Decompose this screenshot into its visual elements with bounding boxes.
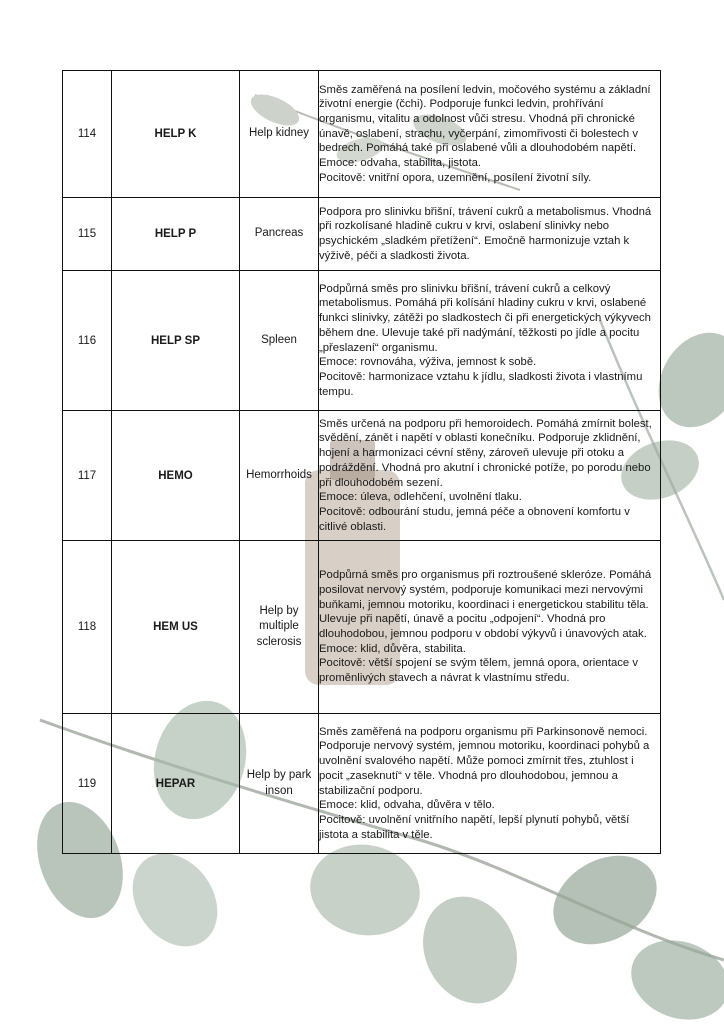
table-row [63, 71, 661, 198]
product-name: Help by multiple sclerosis [240, 541, 319, 714]
product-emotion: Emoce: klid, důvěra, stabilita. [319, 642, 466, 655]
product-description: Směs zaměřená na podporu organismu při Parkinsonově nemoci. Podporuje nervový systém, jemnou motoriku, koordinaci pohybů a uvolnění svalového napětí. Může pomoci zmírnit třes, ztuhlost i pocit „zaseknutí“ v těle. Vhodná pro dlouhodobou, jemnou a stabilizační podporu. [319, 725, 650, 797]
product-emotion: Emoce: rovnováha, výživa, jemnost k sobě. [319, 356, 537, 369]
product-name: Help by park inson [240, 714, 319, 854]
product-emotion: Emoce: odvaha, stabilita, jistota. [319, 157, 482, 169]
product-code: HELP SP [112, 271, 240, 411]
product-description: Podpůrná směs pro slinivku břišní, trávení cukrů a celkový metabolismus. Pomáhá při kolísání hladiny cukru v krvi, oslabené funkci slinivky, zátěži po sladkostech či při energetických výkyvech během dne. Ulevuje také při nadýmání, těžkosti po jídle a pocitu „přeslazení“ organismu. [319, 282, 651, 354]
row-number: 118 [63, 541, 112, 714]
product-description-cell [319, 198, 661, 271]
product-description-cell [319, 271, 661, 411]
product-description-cell [319, 411, 661, 541]
product-description: Podpora pro slinivku břišní, trávení cukrů a metabolismus. Vhodná při rozkolísané hladině cukru v krvi, oslabení slinivky nebo psychickém „sladkém přetížení“. Emočně harmonizuje vztah k výživě, péči a sladkosti života. [319, 205, 652, 262]
product-feeling: Pocitově: uvolnění vnitřního napětí, lepší plynutí pohybů, větší jistota a stabilita v těle. [319, 813, 630, 841]
product-name: Hemorrhoids [240, 411, 319, 541]
product-feeling: Pocitově: harmonizace vztahu k jídlu, sladkosti života i vlastnímu tempu. [319, 370, 643, 398]
product-code: HEPAR [112, 714, 240, 854]
product-emotion: Emoce: úleva, odlehčení, uvolnění tlaku. [319, 491, 522, 504]
product-description: Směs určená na podporu při hemoroidech. Pomáhá zmírnit bolest, svědění, zánět i napětí v oblasti konečníku. Podporuje zklidnění, hojení a harmonizaci cévní stěny, zároveň ulevuje při otoku a podráždění. Vhodná pro akutní i chronické potíže, po porodu nebo při dlouhodobém sezení. [319, 417, 652, 489]
product-description: Směs zaměřená na posílení ledvin, močového systému a základní životní energie (čchi). Podporuje funkci ledvin, prohřívání organismu, vitalitu a odolnost vůči stresu. Vhodná při chronické únavě, oslabení, strachu, vyčerpání, zimomřivosti či bolestech v bedrech. Pomáhá také při oslabené vůli a dlouhodobém napětí. [319, 83, 651, 155]
table-row [63, 714, 661, 854]
product-code: HELP K [112, 71, 240, 198]
row-number: 116 [63, 271, 112, 411]
product-name: Pancreas [240, 198, 319, 271]
row-number: 115 [63, 198, 112, 271]
product-emotion: Emoce: klid, odvaha, důvěra v tělo. [319, 799, 495, 812]
product-description-cell [319, 541, 661, 714]
row-number: 117 [63, 411, 112, 541]
product-name: Spleen [240, 271, 319, 411]
product-table [62, 70, 661, 854]
product-description: Podpůrná směs pro organismus při roztroušené skleróze. Pomáhá posilovat nervový systém, podporuje komunikaci mezi nervovými buňkami, jemnou motoriku, koordinaci i energetickou stabilitu těla. Ulevuje při napětí, únavě a pocitu „odpojení“. Vhodná pro dlouhodobou, jemnou podporu v období výkyvů i únavových atak. [319, 569, 652, 640]
product-feeling: Pocitově: větší spojení se svým tělem, jemná opora, orientace v proměnlivých stavech a návrat k vlastnímu středu. [319, 657, 638, 685]
product-name: Help kidney [240, 71, 319, 198]
row-number: 114 [63, 71, 112, 198]
product-code: HEM US [112, 541, 240, 714]
row-number: 119 [63, 714, 112, 854]
table-row [63, 411, 661, 541]
product-feeling: Pocitově: odbourání studu, jemná péče a obnovení komfortu v citlivé oblasti. [319, 505, 630, 533]
table-row [63, 271, 661, 411]
product-feeling: Pocitově: vnitřní opora, uzemnění, posílení životní síly. [319, 171, 592, 184]
product-code: HELP P [112, 198, 240, 271]
product-description-cell [319, 714, 661, 854]
product-description-cell [319, 71, 661, 198]
table-row [63, 198, 661, 271]
table-row [63, 541, 661, 714]
product-code: HEMO [112, 411, 240, 541]
